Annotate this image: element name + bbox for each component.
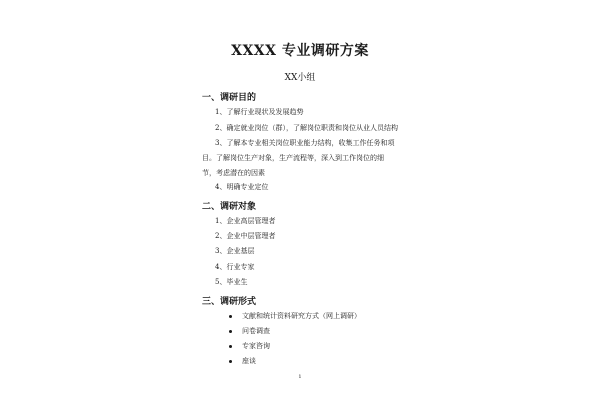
list-item: 5、毕业生 (215, 278, 248, 286)
bullet-item (229, 342, 270, 350)
bullet-text: 问卷调查 (242, 327, 270, 335)
section-heading-purpose: 一、调研目的 (202, 93, 257, 103)
bullet-item (229, 312, 361, 320)
page-number: 1 (298, 374, 302, 380)
list-item: 1、企业高层管理者 (215, 217, 276, 225)
list-item: 2、企业中层管理者 (215, 232, 276, 240)
section-heading-forms: 三、调研形式 (202, 297, 257, 307)
document-subtitle: XX小组 (284, 73, 316, 83)
list-item: 4、行业专家 (215, 263, 255, 271)
bullet-dot-icon (229, 315, 232, 318)
bullet-text: 座谈 (242, 357, 256, 365)
bullet-text: 专家咨询 (242, 342, 270, 350)
bullet-text: 文献和统计资料研究方式（网上调研） (242, 312, 361, 320)
bullet-dot-icon (229, 360, 232, 363)
bullet-item (229, 357, 256, 365)
bullet-dot-icon (229, 345, 232, 348)
section-heading-targets: 二、调研对象 (202, 202, 257, 212)
list-item: 2、确定就业岗位（群），了解岗位职责和岗位从业人员结构 (215, 124, 398, 132)
list-item: 1、了解行业现状及发展趋势 (215, 108, 304, 116)
list-item-paragraph: 3、了解本专业相关岗位职业能力结构，收集工作任务和项目。了解岗位生产对象，生产流程等，深入到工作岗位的细节，考虑潜在的因素 (202, 139, 395, 177)
bullet-item (229, 327, 270, 335)
document-title: XXXX 专业调研方案 (231, 43, 369, 59)
list-item: 4、明确专业定位 (215, 183, 269, 191)
list-item: 3、企业基层 (215, 247, 255, 255)
bullet-dot-icon (229, 330, 232, 333)
